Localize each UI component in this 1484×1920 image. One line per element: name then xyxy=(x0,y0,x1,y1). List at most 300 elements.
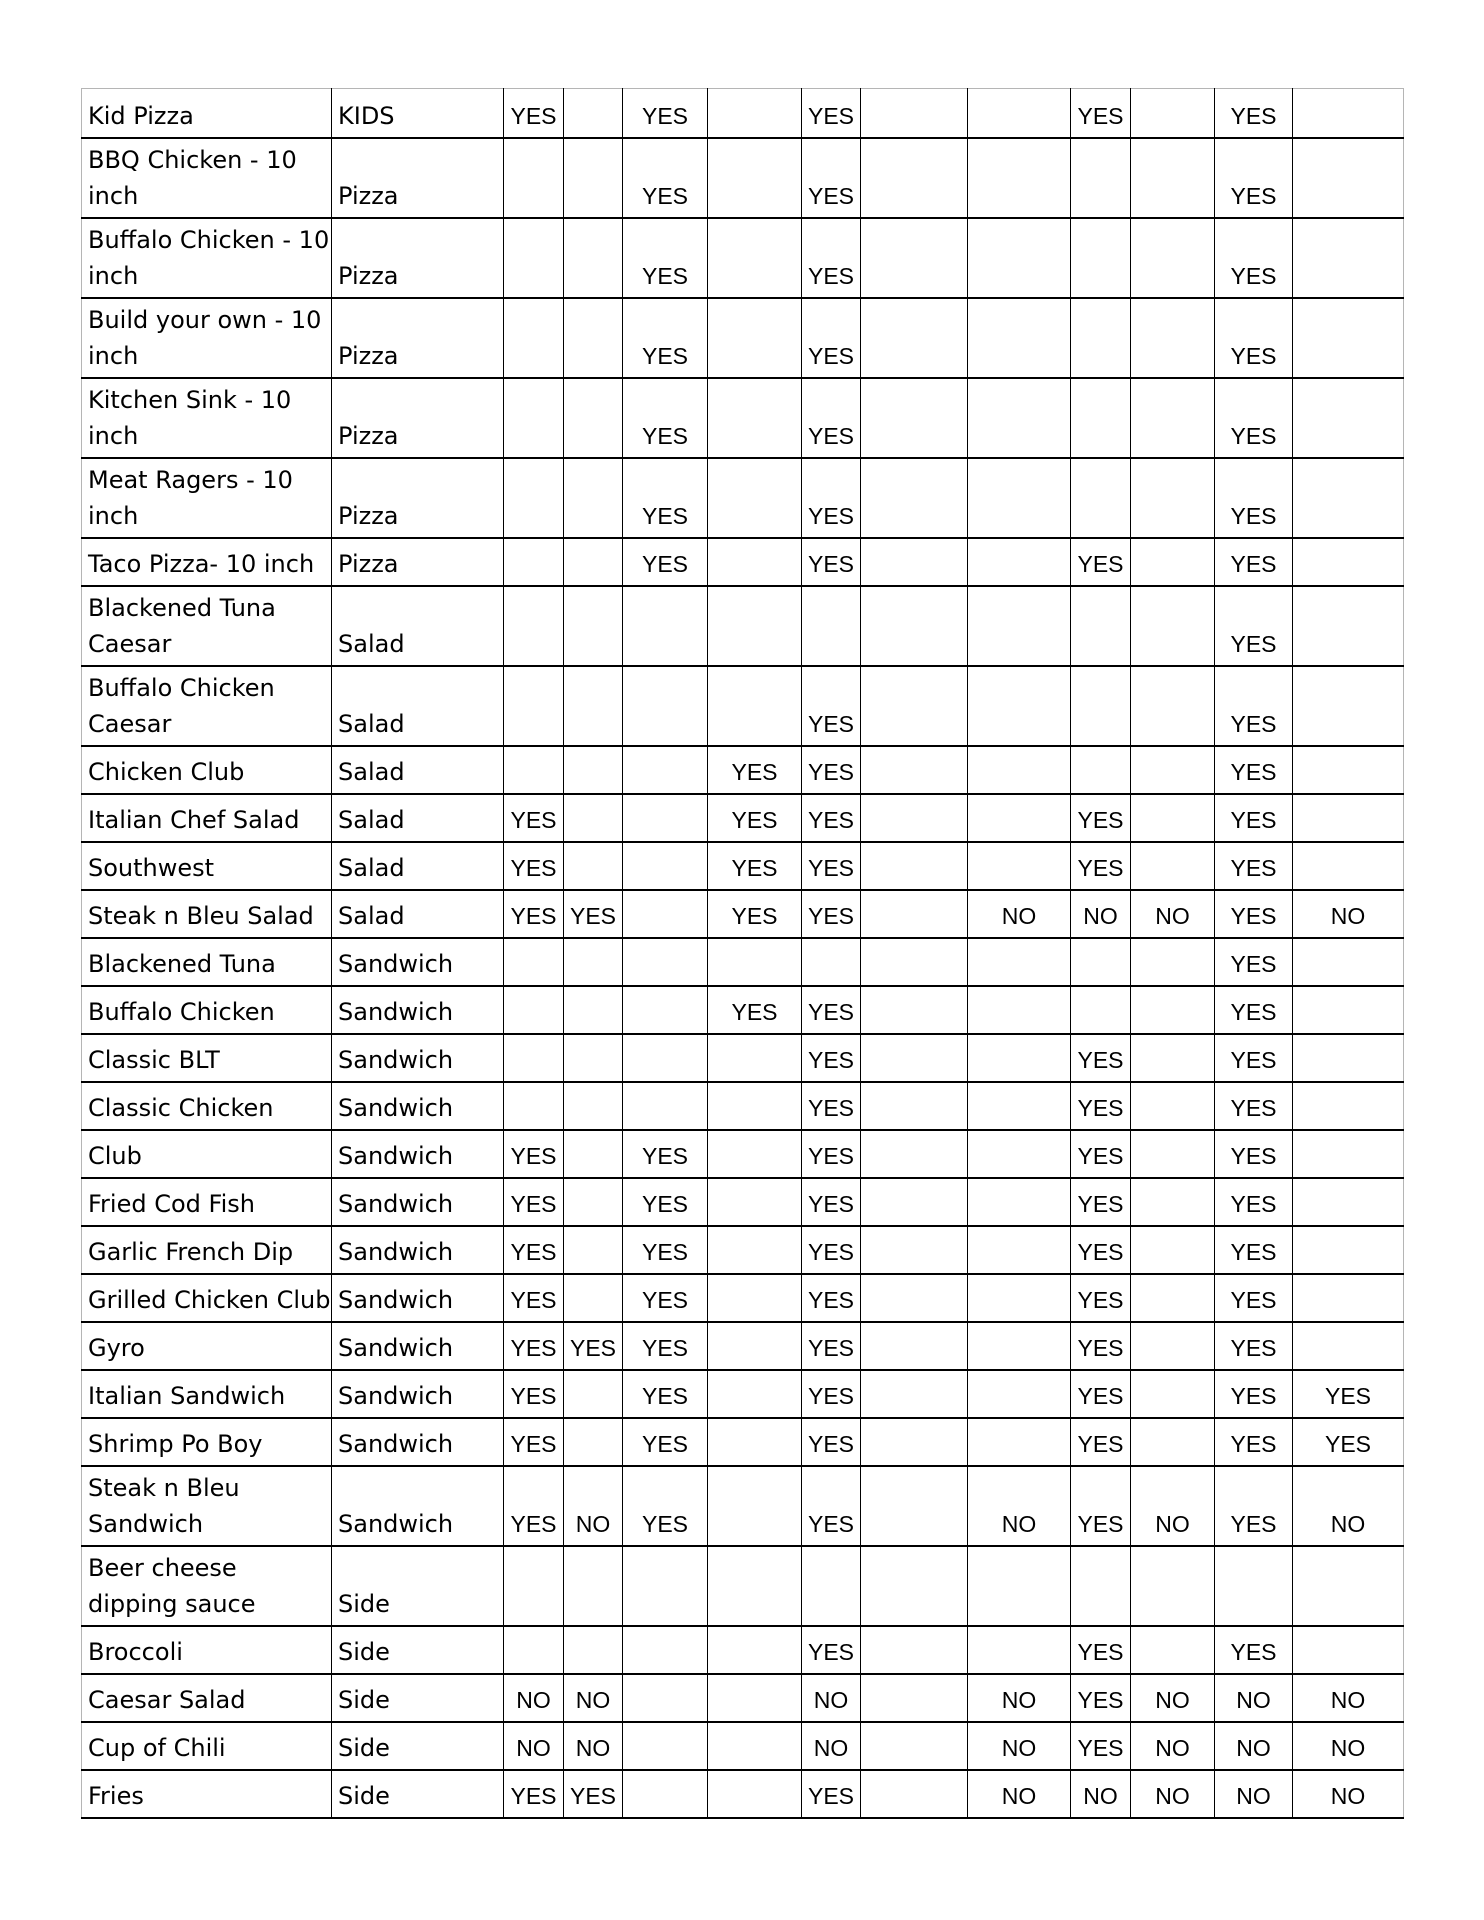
value-cell: YES xyxy=(623,378,708,458)
item-name-cell: Fried Cod Fish xyxy=(82,1178,332,1226)
table-row xyxy=(82,1370,1404,1418)
value-cell xyxy=(1131,986,1215,1034)
value-cell xyxy=(861,794,968,842)
value-cell xyxy=(968,538,1071,586)
value-cell xyxy=(623,666,708,746)
category-cell: Salad xyxy=(332,746,504,794)
category-cell: Salad xyxy=(332,586,504,666)
value-cell xyxy=(1293,1226,1404,1274)
value-cell xyxy=(968,378,1071,458)
table-row xyxy=(82,1274,1404,1322)
value-cell: YES xyxy=(802,89,861,138)
value-cell: NO xyxy=(1131,1722,1215,1770)
value-cell xyxy=(1071,378,1131,458)
value-cell: YES xyxy=(504,1322,564,1370)
value-cell: YES xyxy=(1215,458,1293,538)
value-cell: YES xyxy=(1215,89,1293,138)
value-cell xyxy=(968,1082,1071,1130)
value-cell xyxy=(1131,746,1215,794)
item-name-cell: Taco Pizza- 10 inch xyxy=(82,538,332,586)
value-cell xyxy=(708,538,802,586)
value-cell: YES xyxy=(802,1466,861,1546)
value-cell: YES xyxy=(1215,378,1293,458)
value-cell xyxy=(1071,298,1131,378)
value-cell: YES xyxy=(1215,538,1293,586)
value-cell: NO xyxy=(1071,1770,1131,1818)
value-cell: NO xyxy=(564,1722,623,1770)
value-cell xyxy=(708,218,802,298)
value-cell xyxy=(1071,218,1131,298)
value-cell xyxy=(1293,1626,1404,1674)
category-cell: Sandwich xyxy=(332,1034,504,1082)
value-cell xyxy=(861,458,968,538)
value-cell: YES xyxy=(504,89,564,138)
value-cell: YES xyxy=(1071,1274,1131,1322)
value-cell xyxy=(623,986,708,1034)
category-cell: Salad xyxy=(332,842,504,890)
value-cell xyxy=(861,1370,968,1418)
category-cell: Pizza xyxy=(332,218,504,298)
value-cell xyxy=(861,666,968,746)
value-cell xyxy=(1131,218,1215,298)
value-cell: NO xyxy=(802,1674,861,1722)
value-cell: YES xyxy=(1071,1418,1131,1466)
value-cell xyxy=(504,298,564,378)
value-cell: YES xyxy=(802,138,861,218)
table-row xyxy=(82,89,1404,138)
value-cell xyxy=(861,298,968,378)
table-row xyxy=(82,298,1404,378)
value-cell: NO xyxy=(1131,1674,1215,1722)
value-cell xyxy=(1293,794,1404,842)
value-cell xyxy=(861,938,968,986)
category-cell: Pizza xyxy=(332,298,504,378)
value-cell xyxy=(504,1546,564,1626)
value-cell xyxy=(1293,298,1404,378)
value-cell: YES xyxy=(564,1770,623,1818)
value-cell xyxy=(861,1418,968,1466)
value-cell: YES xyxy=(1071,89,1131,138)
item-name-cell: Steak n Bleu Sandwich xyxy=(82,1466,332,1546)
value-cell: YES xyxy=(1293,1370,1404,1418)
value-cell xyxy=(968,1034,1071,1082)
value-cell xyxy=(968,89,1071,138)
value-cell: NO xyxy=(1293,1770,1404,1818)
value-cell: YES xyxy=(504,1178,564,1226)
value-cell: YES xyxy=(504,842,564,890)
value-cell: YES xyxy=(1215,138,1293,218)
value-cell xyxy=(564,986,623,1034)
value-cell: YES xyxy=(708,746,802,794)
table-row xyxy=(82,1546,1404,1626)
value-cell: YES xyxy=(623,138,708,218)
value-cell: YES xyxy=(1293,1418,1404,1466)
value-cell xyxy=(861,1082,968,1130)
value-cell xyxy=(504,666,564,746)
item-name-cell: Garlic French Dip xyxy=(82,1226,332,1274)
table-row xyxy=(82,666,1404,746)
value-cell xyxy=(1131,458,1215,538)
value-cell xyxy=(968,1322,1071,1370)
value-cell xyxy=(1293,89,1404,138)
table-row xyxy=(82,746,1404,794)
value-cell xyxy=(861,1130,968,1178)
value-cell: YES xyxy=(623,1466,708,1546)
value-cell xyxy=(861,586,968,666)
table-row xyxy=(82,1466,1404,1546)
value-cell xyxy=(1071,746,1131,794)
value-cell xyxy=(968,298,1071,378)
item-name-cell: Cup of Chili xyxy=(82,1722,332,1770)
item-name-cell: Broccoli xyxy=(82,1626,332,1674)
value-cell xyxy=(708,298,802,378)
value-cell xyxy=(1293,1082,1404,1130)
value-cell xyxy=(968,218,1071,298)
value-cell: NO xyxy=(504,1674,564,1722)
allergen-table xyxy=(81,88,1404,1819)
value-cell xyxy=(1131,1226,1215,1274)
value-cell: YES xyxy=(504,1466,564,1546)
item-name-cell: Classic Chicken xyxy=(82,1082,332,1130)
value-cell: YES xyxy=(1215,1466,1293,1546)
value-cell: YES xyxy=(564,890,623,938)
value-cell xyxy=(564,1034,623,1082)
value-cell xyxy=(564,1130,623,1178)
value-cell xyxy=(968,1226,1071,1274)
value-cell xyxy=(623,1082,708,1130)
item-name-cell: BBQ Chicken - 10 inch xyxy=(82,138,332,218)
item-name-cell: Buffalo Chicken - 10 inch xyxy=(82,218,332,298)
value-cell xyxy=(708,666,802,746)
value-cell xyxy=(708,586,802,666)
value-cell: YES xyxy=(564,1322,623,1370)
item-name-cell: Meat Ragers - 10 inch xyxy=(82,458,332,538)
value-cell xyxy=(1131,1274,1215,1322)
value-cell: YES xyxy=(504,1130,564,1178)
value-cell xyxy=(564,458,623,538)
value-cell: YES xyxy=(1071,1370,1131,1418)
value-cell xyxy=(708,1034,802,1082)
table-row xyxy=(82,1178,1404,1226)
value-cell: NO xyxy=(564,1674,623,1722)
table-row xyxy=(82,458,1404,538)
value-cell: YES xyxy=(623,298,708,378)
value-cell xyxy=(1131,538,1215,586)
category-cell: Sandwich xyxy=(332,1274,504,1322)
item-name-cell: Beer cheese dipping sauce xyxy=(82,1546,332,1626)
value-cell: YES xyxy=(623,218,708,298)
value-cell: YES xyxy=(708,842,802,890)
value-cell: YES xyxy=(1071,1130,1131,1178)
category-cell: Salad xyxy=(332,666,504,746)
category-cell: Pizza xyxy=(332,538,504,586)
value-cell: NO xyxy=(968,1466,1071,1546)
value-cell xyxy=(564,298,623,378)
value-cell xyxy=(1293,538,1404,586)
value-cell xyxy=(504,1034,564,1082)
value-cell xyxy=(564,538,623,586)
value-cell xyxy=(708,1418,802,1466)
value-cell: YES xyxy=(504,1274,564,1322)
value-cell xyxy=(968,138,1071,218)
value-cell xyxy=(623,1034,708,1082)
value-cell xyxy=(861,1674,968,1722)
value-cell xyxy=(504,986,564,1034)
value-cell xyxy=(504,218,564,298)
value-cell xyxy=(564,1082,623,1130)
value-cell: YES xyxy=(1071,842,1131,890)
value-cell: YES xyxy=(623,89,708,138)
value-cell xyxy=(564,89,623,138)
value-cell xyxy=(708,1082,802,1130)
value-cell xyxy=(968,458,1071,538)
value-cell xyxy=(708,1626,802,1674)
item-name-cell: Steak n Bleu Salad xyxy=(82,890,332,938)
value-cell xyxy=(564,378,623,458)
value-cell xyxy=(564,1370,623,1418)
value-cell: YES xyxy=(623,538,708,586)
value-cell xyxy=(1293,986,1404,1034)
category-cell: Pizza xyxy=(332,378,504,458)
value-cell xyxy=(623,1770,708,1818)
value-cell xyxy=(564,1418,623,1466)
value-cell xyxy=(623,1626,708,1674)
value-cell xyxy=(1131,378,1215,458)
value-cell: NO xyxy=(1131,890,1215,938)
value-cell xyxy=(968,794,1071,842)
item-name-cell: Italian Chef Salad xyxy=(82,794,332,842)
value-cell: YES xyxy=(1215,1130,1293,1178)
category-cell: Sandwich xyxy=(332,1130,504,1178)
value-cell xyxy=(968,1178,1071,1226)
value-cell: NO xyxy=(968,890,1071,938)
value-cell xyxy=(1293,458,1404,538)
value-cell xyxy=(861,1626,968,1674)
value-cell xyxy=(1131,1178,1215,1226)
value-cell xyxy=(1215,1546,1293,1626)
value-cell xyxy=(708,1722,802,1770)
value-cell xyxy=(564,1546,623,1626)
value-cell: YES xyxy=(623,1274,708,1322)
value-cell: YES xyxy=(1215,1274,1293,1322)
value-cell xyxy=(1131,1370,1215,1418)
category-cell: Sandwich xyxy=(332,1370,504,1418)
category-cell: Sandwich xyxy=(332,1178,504,1226)
value-cell xyxy=(861,1178,968,1226)
value-cell: NO xyxy=(1131,1770,1215,1818)
category-cell: Salad xyxy=(332,890,504,938)
value-cell xyxy=(861,842,968,890)
table-row xyxy=(82,938,1404,986)
value-cell xyxy=(861,538,968,586)
value-cell xyxy=(1071,986,1131,1034)
value-cell: YES xyxy=(1071,1178,1131,1226)
value-cell: YES xyxy=(504,1418,564,1466)
value-cell xyxy=(564,666,623,746)
value-cell: NO xyxy=(504,1722,564,1770)
value-cell: NO xyxy=(802,1722,861,1770)
value-cell xyxy=(1131,842,1215,890)
value-cell: YES xyxy=(802,1626,861,1674)
value-cell xyxy=(861,1322,968,1370)
item-name-cell: Shrimp Po Boy xyxy=(82,1418,332,1466)
category-cell: Side xyxy=(332,1546,504,1626)
item-name-cell: Blackened Tuna Caesar xyxy=(82,586,332,666)
value-cell xyxy=(1131,1418,1215,1466)
value-cell: YES xyxy=(1215,1626,1293,1674)
value-cell xyxy=(708,458,802,538)
value-cell: YES xyxy=(1215,890,1293,938)
category-cell: Pizza xyxy=(332,138,504,218)
table-row xyxy=(82,138,1404,218)
value-cell xyxy=(1131,1034,1215,1082)
value-cell: YES xyxy=(802,1770,861,1818)
value-cell xyxy=(1293,1130,1404,1178)
value-cell: YES xyxy=(708,794,802,842)
value-cell xyxy=(1131,794,1215,842)
value-cell: YES xyxy=(1071,1466,1131,1546)
value-cell xyxy=(802,586,861,666)
value-cell: YES xyxy=(623,458,708,538)
value-cell: NO xyxy=(1215,1674,1293,1722)
value-cell xyxy=(564,586,623,666)
item-name-cell: Italian Sandwich xyxy=(82,1370,332,1418)
value-cell: YES xyxy=(1071,538,1131,586)
value-cell: YES xyxy=(1215,298,1293,378)
value-cell: YES xyxy=(802,1274,861,1322)
value-cell xyxy=(968,1130,1071,1178)
value-cell: YES xyxy=(1071,1674,1131,1722)
value-cell xyxy=(1293,1322,1404,1370)
value-cell xyxy=(708,1770,802,1818)
value-cell xyxy=(861,1546,968,1626)
value-cell: YES xyxy=(802,1034,861,1082)
value-cell: NO xyxy=(1131,1466,1215,1546)
category-cell: Sandwich xyxy=(332,986,504,1034)
category-cell: Salad xyxy=(332,794,504,842)
value-cell xyxy=(504,586,564,666)
value-cell xyxy=(861,746,968,794)
table-row xyxy=(82,1130,1404,1178)
category-cell: Pizza xyxy=(332,458,504,538)
item-name-cell: Build your own - 10 inch xyxy=(82,298,332,378)
value-cell xyxy=(1293,938,1404,986)
value-cell xyxy=(1071,458,1131,538)
value-cell xyxy=(968,1274,1071,1322)
value-cell xyxy=(708,1370,802,1418)
value-cell: YES xyxy=(1215,218,1293,298)
value-cell xyxy=(1131,1130,1215,1178)
value-cell xyxy=(968,746,1071,794)
category-cell: Sandwich xyxy=(332,1082,504,1130)
value-cell: YES xyxy=(708,986,802,1034)
value-cell: YES xyxy=(1215,986,1293,1034)
value-cell xyxy=(1131,1082,1215,1130)
table-row xyxy=(82,1626,1404,1674)
value-cell xyxy=(623,586,708,666)
value-cell xyxy=(1131,938,1215,986)
value-cell: YES xyxy=(802,298,861,378)
table-row xyxy=(82,1722,1404,1770)
value-cell: YES xyxy=(504,1226,564,1274)
value-cell: YES xyxy=(623,1418,708,1466)
table-row xyxy=(82,1226,1404,1274)
table-row xyxy=(82,1674,1404,1722)
item-name-cell: Caesar Salad xyxy=(82,1674,332,1722)
value-cell xyxy=(623,1722,708,1770)
value-cell: YES xyxy=(802,666,861,746)
category-cell: Side xyxy=(332,1674,504,1722)
value-cell xyxy=(504,938,564,986)
value-cell xyxy=(1071,938,1131,986)
table-row xyxy=(82,538,1404,586)
value-cell: YES xyxy=(1215,1418,1293,1466)
value-cell: YES xyxy=(1215,938,1293,986)
value-cell xyxy=(623,746,708,794)
value-cell: YES xyxy=(623,1322,708,1370)
value-cell xyxy=(564,218,623,298)
value-cell xyxy=(708,1226,802,1274)
table-row xyxy=(82,586,1404,666)
value-cell xyxy=(564,1274,623,1322)
value-cell xyxy=(861,1466,968,1546)
value-cell xyxy=(504,1082,564,1130)
value-cell xyxy=(623,938,708,986)
item-name-cell: Buffalo Chicken Caesar xyxy=(82,666,332,746)
value-cell xyxy=(708,1546,802,1626)
value-cell: YES xyxy=(802,1322,861,1370)
value-cell: NO xyxy=(968,1722,1071,1770)
value-cell: YES xyxy=(802,1418,861,1466)
value-cell xyxy=(861,138,968,218)
value-cell: YES xyxy=(1071,1226,1131,1274)
value-cell xyxy=(708,138,802,218)
value-cell: YES xyxy=(504,794,564,842)
item-name-cell: Club xyxy=(82,1130,332,1178)
value-cell: NO xyxy=(1293,1466,1404,1546)
value-cell: NO xyxy=(1293,1674,1404,1722)
value-cell xyxy=(802,938,861,986)
value-cell: NO xyxy=(968,1770,1071,1818)
value-cell: NO xyxy=(1293,890,1404,938)
value-cell xyxy=(968,1418,1071,1466)
item-name-cell: Buffalo Chicken xyxy=(82,986,332,1034)
value-cell xyxy=(564,138,623,218)
category-cell: KIDS xyxy=(332,89,504,138)
value-cell: YES xyxy=(1071,1322,1131,1370)
value-cell xyxy=(861,1034,968,1082)
table-row xyxy=(82,1770,1404,1818)
value-cell xyxy=(504,538,564,586)
category-cell: Sandwich xyxy=(332,1418,504,1466)
value-cell xyxy=(861,1770,968,1818)
value-cell: YES xyxy=(504,890,564,938)
value-cell xyxy=(708,1178,802,1226)
value-cell xyxy=(861,89,968,138)
value-cell: YES xyxy=(1215,842,1293,890)
value-cell xyxy=(564,1626,623,1674)
value-cell xyxy=(1293,842,1404,890)
value-cell xyxy=(802,1546,861,1626)
value-cell: YES xyxy=(708,890,802,938)
value-cell: YES xyxy=(1215,1370,1293,1418)
table-row xyxy=(82,794,1404,842)
value-cell: YES xyxy=(802,538,861,586)
value-cell xyxy=(708,89,802,138)
item-name-cell: Gyro xyxy=(82,1322,332,1370)
value-cell: YES xyxy=(1071,1082,1131,1130)
value-cell xyxy=(1131,1546,1215,1626)
